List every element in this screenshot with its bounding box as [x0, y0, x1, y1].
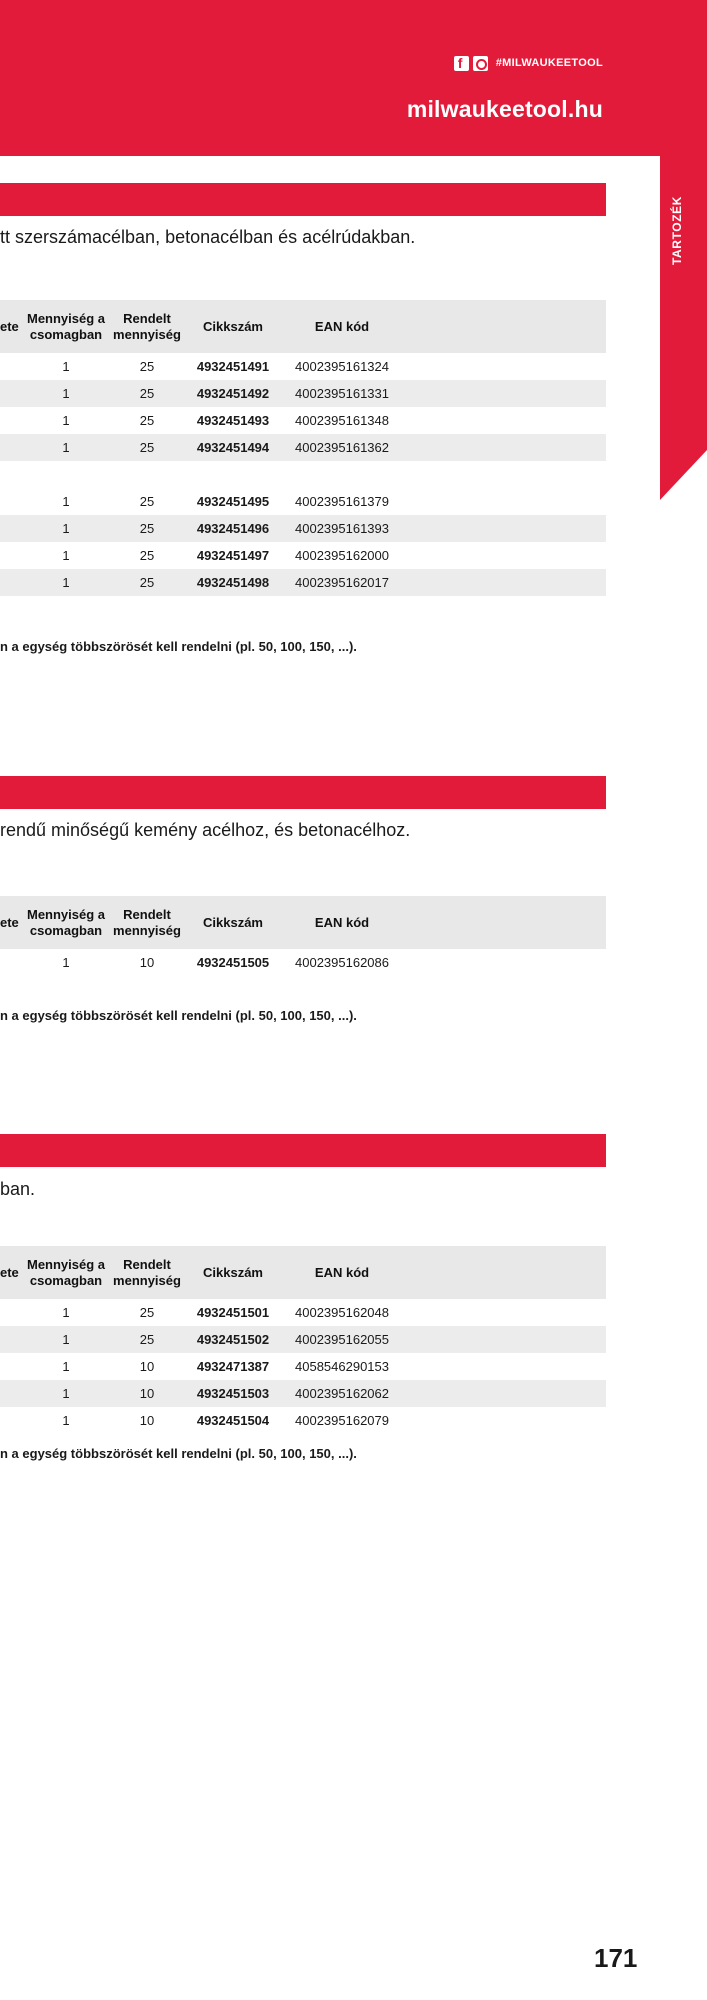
sku-cell: 4932451498: [196, 575, 270, 590]
col-header-ean: EAN kód: [314, 1264, 370, 1280]
col-header-order-qty: Rendelt mennyiség: [113, 310, 181, 342]
sku-cell: 4932451505: [196, 955, 270, 970]
ean-cell: 4002395162017: [295, 575, 389, 590]
order-qty-cell: 10: [139, 1359, 155, 1374]
col-header-ean: EAN kód: [314, 914, 370, 930]
ean-cell: 4002395162048: [295, 1305, 389, 1320]
col-header-partial: ete: [0, 1264, 19, 1280]
ean-cell: 4002395162055: [295, 1332, 389, 1347]
ean-cell: 4058546290153: [295, 1359, 389, 1374]
sku-cell: 4932451501: [196, 1305, 270, 1320]
product-table-1: [0, 300, 606, 596]
pack-qty-cell: 1: [62, 413, 70, 428]
sku-cell: 4932451497: [196, 548, 270, 563]
col-header-sku: Cikkszám: [203, 318, 263, 334]
section-bar-2: [0, 776, 606, 809]
hashtag-label: #MILWAUKEETOOL: [495, 57, 603, 69]
order-qty-cell: 25: [139, 548, 155, 563]
pack-qty-cell: 1: [62, 386, 70, 401]
table-row: [0, 515, 606, 542]
section-description-2: rendű minőségű kemény acélhoz, és betonacélhoz.: [0, 820, 411, 840]
pack-qty-cell: 1: [62, 1386, 70, 1401]
table-row: [0, 542, 606, 569]
sku-cell: 4932471387: [196, 1359, 270, 1374]
table-header-row: [0, 300, 606, 353]
sku-cell: 4932451504: [196, 1413, 270, 1428]
order-qty-cell: 10: [139, 1386, 155, 1401]
table-row: [0, 1353, 606, 1380]
col-header-sku: Cikkszám: [203, 914, 263, 930]
col-header-partial: ete: [0, 914, 19, 930]
sku-cell: 4932451494: [196, 440, 270, 455]
ean-cell: 4002395162000: [295, 548, 389, 563]
ean-cell: 4002395162079: [295, 1413, 389, 1428]
table-header-row: [0, 1246, 606, 1299]
col-header-sku: Cikkszám: [203, 1264, 263, 1280]
order-qty-cell: 25: [139, 413, 155, 428]
ean-cell: 4002395161393: [295, 521, 389, 536]
order-qty-cell: 25: [139, 1332, 155, 1347]
ean-cell: 4002395161324: [295, 359, 389, 374]
order-qty-cell: 10: [139, 955, 155, 970]
order-qty-cell: 25: [139, 359, 155, 374]
pack-qty-cell: 1: [62, 1359, 70, 1374]
col-header-pack-qty: Mennyiség a csomagban: [26, 906, 106, 938]
table-row: [0, 407, 606, 434]
sku-cell: 4932451502: [196, 1332, 270, 1347]
banner-notch: [600, 156, 660, 196]
sku-cell: 4932451503: [196, 1386, 270, 1401]
table-row: [0, 434, 606, 461]
facebook-icon[interactable]: [454, 56, 469, 71]
pack-qty-cell: 1: [62, 494, 70, 509]
section-description-3: ban.: [0, 1179, 36, 1199]
ean-cell: 4002395161362: [295, 440, 389, 455]
order-qty-cell: 25: [139, 1305, 155, 1320]
order-note-2: n a egység többszörösét kell rendelni (pl. 50, 100, 150, ...).: [0, 1008, 357, 1023]
table-row-spacer: [0, 461, 606, 488]
ean-cell: 4002395162086: [295, 955, 389, 970]
sku-cell: 4932451496: [196, 521, 270, 536]
ean-cell: 4002395161348: [295, 413, 389, 428]
order-qty-cell: 25: [139, 521, 155, 536]
col-header-pack-qty: Mennyiség a csomagban: [26, 310, 106, 342]
order-qty-cell: 25: [139, 575, 155, 590]
sku-cell: 4932451495: [196, 494, 270, 509]
product-table-2: [0, 896, 606, 976]
product-table-3: [0, 1246, 606, 1434]
order-note-1: n a egység többszörösét kell rendelni (pl. 50, 100, 150, ...).: [0, 639, 357, 654]
pack-qty-cell: 1: [62, 440, 70, 455]
col-header-partial: ete: [0, 318, 19, 334]
instagram-icon[interactable]: [473, 56, 488, 71]
table-row: [0, 1299, 606, 1326]
social-links: [454, 55, 603, 71]
ean-cell: 4002395161331: [295, 386, 389, 401]
pack-qty-cell: 1: [62, 575, 70, 590]
sku-cell: 4932451492: [196, 386, 270, 401]
ean-cell: 4002395161379: [295, 494, 389, 509]
table-row: [0, 1326, 606, 1353]
table-header-row: [0, 896, 606, 949]
page-number: 171: [594, 1943, 638, 1973]
table-row: [0, 1407, 606, 1434]
col-header-order-qty: Rendelt mennyiség: [113, 906, 181, 938]
pack-qty-cell: 1: [62, 1332, 70, 1347]
order-qty-cell: 25: [139, 386, 155, 401]
col-header-ean: EAN kód: [314, 318, 370, 334]
order-qty-cell: 25: [139, 494, 155, 509]
site-url[interactable]: milwaukeetool.hu: [406, 96, 603, 122]
col-header-pack-qty: Mennyiség a csomagban: [26, 1256, 106, 1288]
pack-qty-cell: 1: [62, 1413, 70, 1428]
ean-cell: 4002395162062: [295, 1386, 389, 1401]
col-header-order-qty: Rendelt mennyiség: [113, 1256, 181, 1288]
sku-cell: 4932451491: [196, 359, 270, 374]
order-qty-cell: 10: [139, 1413, 155, 1428]
pack-qty-cell: 1: [62, 521, 70, 536]
pack-qty-cell: 1: [62, 955, 70, 970]
order-note-3: n a egység többszörösét kell rendelni (pl. 50, 100, 150, ...).: [0, 1446, 357, 1461]
pack-qty-cell: 1: [62, 548, 70, 563]
order-qty-cell: 25: [139, 440, 155, 455]
table-row: [0, 380, 606, 407]
pack-qty-cell: 1: [62, 1305, 70, 1320]
table-row: [0, 949, 606, 976]
pack-qty-cell: 1: [62, 359, 70, 374]
table-row: [0, 488, 606, 515]
sku-cell: 4932451493: [196, 413, 270, 428]
section-bar-3: [0, 1134, 606, 1167]
table-row: [0, 353, 606, 380]
section-bar-1: [0, 183, 606, 216]
table-row: [0, 1380, 606, 1407]
table-row: [0, 569, 606, 596]
top-banner: [0, 0, 660, 156]
section-description-1: tt szerszámacélban, betonacélban és acélrúdakban.: [0, 227, 416, 247]
side-category-label: TARTOZÉK: [670, 195, 684, 265]
